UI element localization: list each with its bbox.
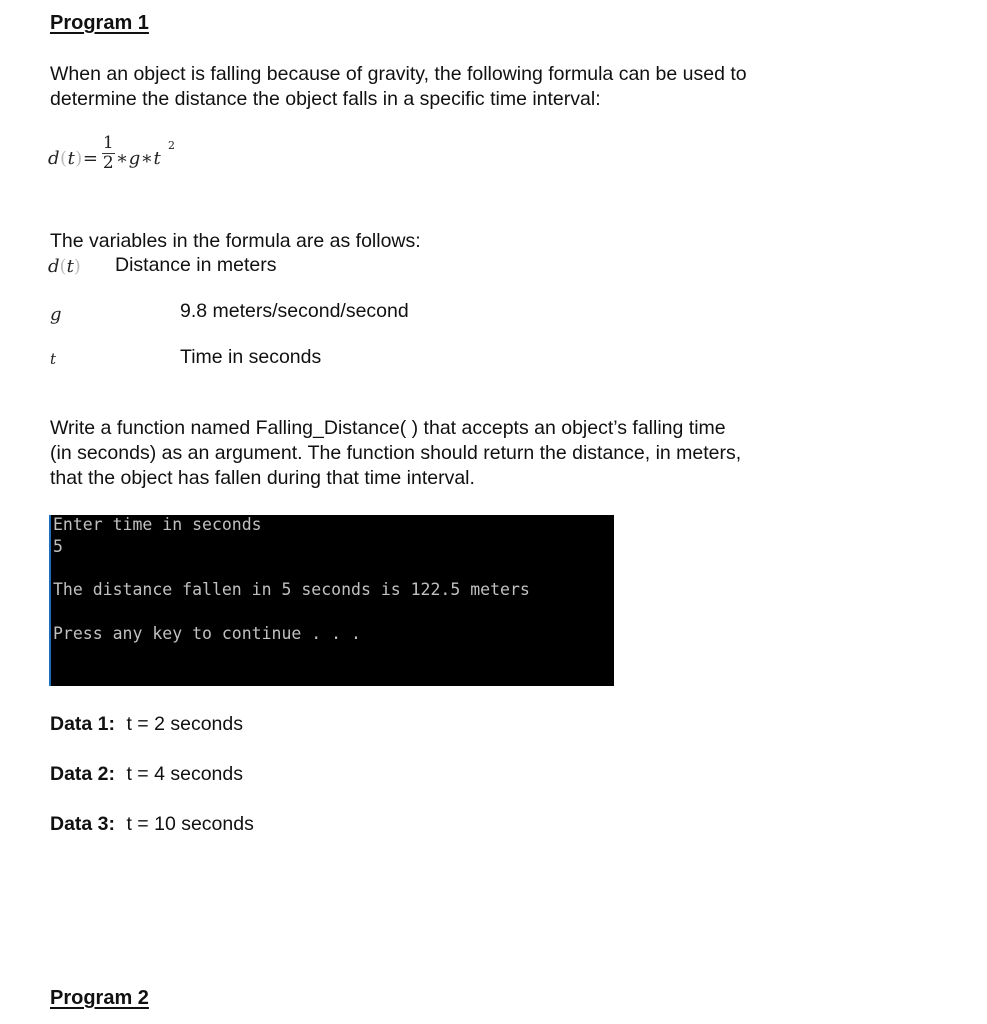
data-row-2: [50, 763, 243, 786]
variables-intro: The variables in the formula are as follows:: [50, 230, 421, 252]
variable-g-symbol: g: [50, 304, 62, 325]
console-continue-line: Press any key to continue . . .: [53, 624, 361, 643]
variable-d-arg: t: [66, 256, 74, 277]
intro-line-1: When an object is falling because of gravity, the following formula can be used to: [50, 63, 747, 85]
variable-t-description: Time in seconds: [180, 346, 322, 368]
formula-fraction: [102, 135, 115, 172]
task-line-3: that the object has fallen during that time interval.: [50, 467, 475, 489]
intro-paragraph: [50, 62, 850, 112]
data-row-3: [50, 813, 254, 836]
formula-lhs-arg: t: [67, 148, 76, 169]
variable-d-letter: d: [48, 256, 60, 277]
variable-t-symbol: t: [50, 350, 57, 368]
data-row-1: [50, 713, 243, 736]
variable-d-symbol: d(t): [48, 256, 81, 277]
formula-exponent: 2: [168, 139, 176, 152]
data-1-label: Data 1:: [50, 713, 116, 735]
intro-line-2: determine the distance the object falls in a specific time interval:: [50, 88, 601, 110]
variable-g-description: 9.8 meters/second/second: [180, 300, 409, 322]
variable-d-description: Distance in meters: [115, 254, 277, 276]
data-1-value: t = 2 seconds: [126, 713, 243, 735]
console-prompt-line: Enter time in seconds: [53, 515, 262, 534]
formula-fraction-numerator: 1: [102, 133, 115, 153]
formula-fraction-denominator: 2: [102, 153, 115, 173]
program-1-heading: Program 1: [50, 12, 149, 34]
formula-rhs: ∗g∗t: [116, 148, 162, 169]
task-line-2: (in seconds) as an argument. The function should return the distance, in meters,: [50, 442, 742, 464]
data-3-label: Data 3:: [50, 813, 116, 835]
falling-distance-formula: d(t)= $\frac{1}{2}$ ∗g∗t 2: [48, 133, 176, 173]
data-2-label: Data 2:: [50, 763, 116, 785]
task-paragraph: [50, 416, 850, 491]
formula-equals: =: [82, 148, 99, 169]
data-3-value: t = 10 seconds: [126, 813, 254, 835]
data-2-value: t = 4 seconds: [126, 763, 243, 785]
program-2-heading: Program 2: [50, 987, 149, 1009]
console-output-screenshot: [49, 515, 614, 686]
task-line-1: Write a function named Falling_Distance( ) that accepts an object’s falling time: [50, 417, 726, 439]
console-result-line: The distance fallen in 5 seconds is 122.5 meters: [53, 580, 530, 599]
console-input-line: 5: [53, 537, 63, 556]
formula-lhs-var: d: [48, 148, 61, 169]
